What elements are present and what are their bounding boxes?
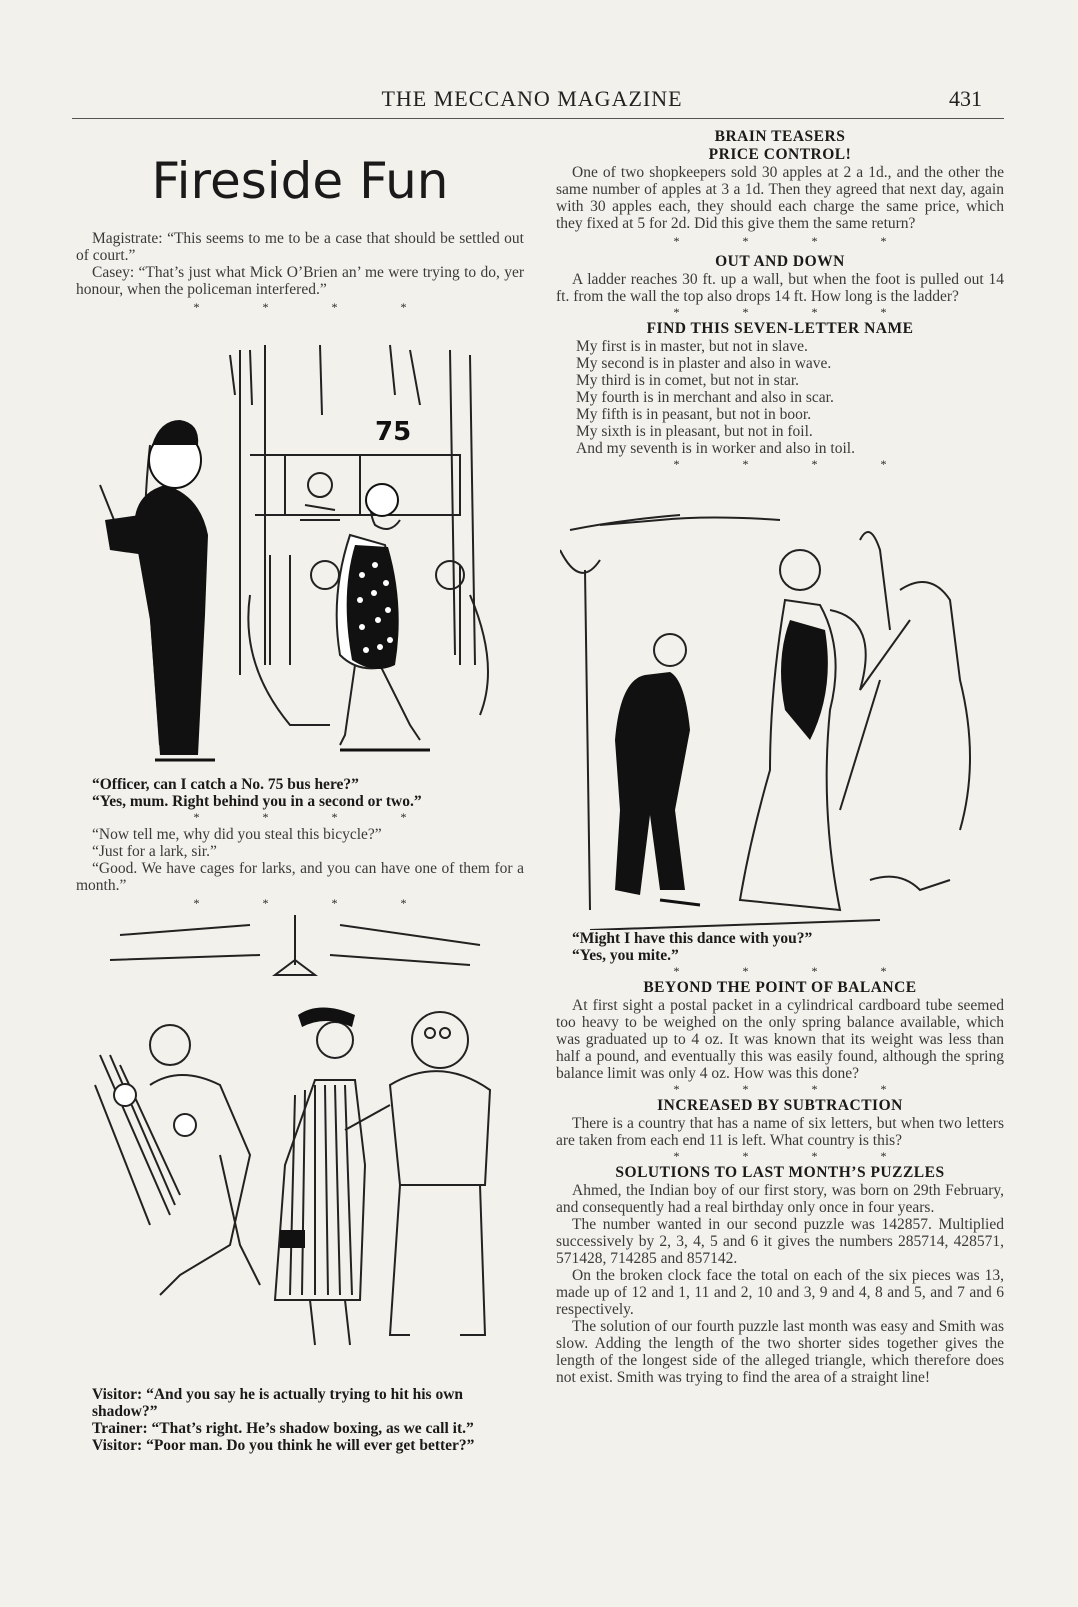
puzzle-title: SOLUTIONS TO LAST MONTH’S PUZZLES bbox=[615, 1164, 945, 1181]
riddle-line: My first is in master, but not in slave. bbox=[576, 338, 808, 355]
joke-line: Casey: “That’s just what Mick O’Brien an’ me were trying to do, yer honour, when the policeman interfered.” bbox=[76, 264, 524, 298]
feature-title: Fireside Fun bbox=[151, 152, 449, 210]
solution-text: The solution of our fourth puzzle last month was easy and Smith was slow. Adding the length of the two shorter sides together gives the length of the longest side of the alleged triangle, which therefore does not exist. Smith was trying to find the area of a straight line! bbox=[556, 1318, 1004, 1386]
puzzle-title: OUT AND DOWN bbox=[715, 253, 845, 270]
riddle-line: My fifth is in peasant, but not in boor. bbox=[576, 406, 812, 423]
riddle-line: My third is in comet, but not in star. bbox=[576, 372, 800, 389]
dance-cartoon-drawing bbox=[560, 510, 1000, 930]
bus-cartoon bbox=[90, 335, 510, 765]
solution-text: The number wanted in our second puzzle was 142857. Multiplied successively by 2, 3, 4, 5 and 6 it gives the numbers 285714, 428571, 571428, 714285 and 857142. bbox=[556, 1216, 1004, 1267]
section-heading: BRAIN TEASERS bbox=[714, 128, 846, 145]
puzzle-text: There is a country that has a name of six letters, but when two letters are taken from each end 11 is left. What country is this? bbox=[556, 1115, 1004, 1149]
puzzle-title: BEYOND THE POINT OF BALANCE bbox=[643, 979, 917, 996]
bus-caption bbox=[76, 776, 524, 829]
riddle-line: My sixth is in pleasant, but not in foil. bbox=[576, 423, 813, 440]
separator-stars: * * * * bbox=[193, 300, 437, 314]
brain-teasers-bottom bbox=[556, 930, 1004, 1386]
separator-stars: * * * * bbox=[193, 896, 437, 910]
puzzle-title: INCREASED BY SUBTRACTION bbox=[657, 1097, 903, 1114]
boxing-caption bbox=[76, 1386, 524, 1454]
riddle-line: My second is in plaster and also in wave. bbox=[576, 355, 832, 372]
puzzle-text: One of two shopkeepers sold 30 apples at 2 a 1d., and the other the same number of apples at 3 a 1d. Then they agreed that next day, again with 30 apples each, they should each charge the same price, which they fixed at 5 for 2d. Did this give them the same return? bbox=[556, 164, 1004, 232]
caption-line: “Might I have this dance with you?” bbox=[572, 930, 813, 947]
joke-magistrate bbox=[76, 230, 524, 319]
separator-stars: * * * * bbox=[673, 964, 917, 978]
caption-line: “Officer, can I catch a No. 75 bus here?” bbox=[92, 776, 359, 793]
solution-text: Ahmed, the Indian boy of our first story, was born on 29th February, and consequently had a real birthday only once in four years. bbox=[556, 1182, 1004, 1216]
separator-stars: * * * * bbox=[673, 234, 917, 248]
riddle-line: And my seventh is in worker and also in toil. bbox=[576, 440, 855, 457]
caption-line: “Yes, mum. Right behind you in a second or two.” bbox=[92, 793, 422, 810]
header-rule bbox=[72, 118, 1004, 119]
separator-stars: * * * * bbox=[193, 810, 437, 824]
puzzle-title: FIND THIS SEVEN-LETTER NAME bbox=[646, 320, 914, 337]
joke-line: “Just for a lark, sir.” bbox=[92, 843, 217, 860]
puzzle-text: At first sight a postal packet in a cylindrical cardboard tube seemed too heavy to be weighed on the only spring balance available, which was graduated up to 4 oz. It was known that its weight was less than half a pound, and eventually this was easily found, although the spring balance limit was only 4 oz. How was this done? bbox=[556, 997, 1004, 1082]
page-number: 431 bbox=[949, 86, 982, 111]
caption-line: “Yes, you mite.” bbox=[572, 947, 679, 964]
separator-stars: * * * * bbox=[673, 1149, 917, 1163]
joke-line: “Now tell me, why did you steal this bicycle?” bbox=[92, 826, 382, 843]
page-header bbox=[72, 86, 992, 116]
caption-line: Trainer: “That’s right. He’s shadow boxing, as we call it.” bbox=[92, 1420, 474, 1437]
magazine-title: THE MECCANO MAGAZINE bbox=[381, 86, 683, 111]
separator-stars: * * * * bbox=[673, 457, 917, 471]
caption-line: Visitor: “Poor man. Do you think he will ever get better?” bbox=[92, 1437, 475, 1454]
joke-line: Magistrate: “This seems to me to be a case that should be settled out of court.” bbox=[76, 230, 524, 264]
joke-line: “Good. We have cages for larks, and you can have one of them for a month.” bbox=[76, 860, 524, 894]
riddle-line: My fourth is in merchant and also in scar. bbox=[576, 389, 834, 406]
riddle-lines bbox=[556, 338, 1004, 457]
puzzle-text: A ladder reaches 30 ft. up a wall, but when the foot is pulled out 14 ft. from the wall the top also drops 14 ft. How long is the ladder? bbox=[556, 271, 1004, 305]
separator-stars: * * * * bbox=[673, 1082, 917, 1096]
solution-text: On the broken clock face the total on each of the six pieces was 13, made up of 12 and 1, 11 and 2, 10 and 3, 9 and 4, 8 and 5, and 7 and 6 respectively. bbox=[556, 1267, 1004, 1318]
brain-teasers-top bbox=[556, 128, 1004, 472]
puzzle-title: PRICE CONTROL! bbox=[708, 146, 852, 163]
caption-line: Visitor: “And you say he is actually trying to hit his own shadow?” bbox=[92, 1386, 464, 1420]
bus-number: 75 bbox=[375, 417, 412, 447]
boxing-cartoon bbox=[90, 915, 510, 1385]
bus-cartoon-drawing bbox=[90, 335, 510, 765]
boxing-cartoon-drawing bbox=[90, 915, 510, 1385]
dance-cartoon bbox=[560, 510, 1000, 930]
joke-bicycle bbox=[76, 826, 524, 915]
separator-stars: * * * * bbox=[673, 305, 917, 319]
